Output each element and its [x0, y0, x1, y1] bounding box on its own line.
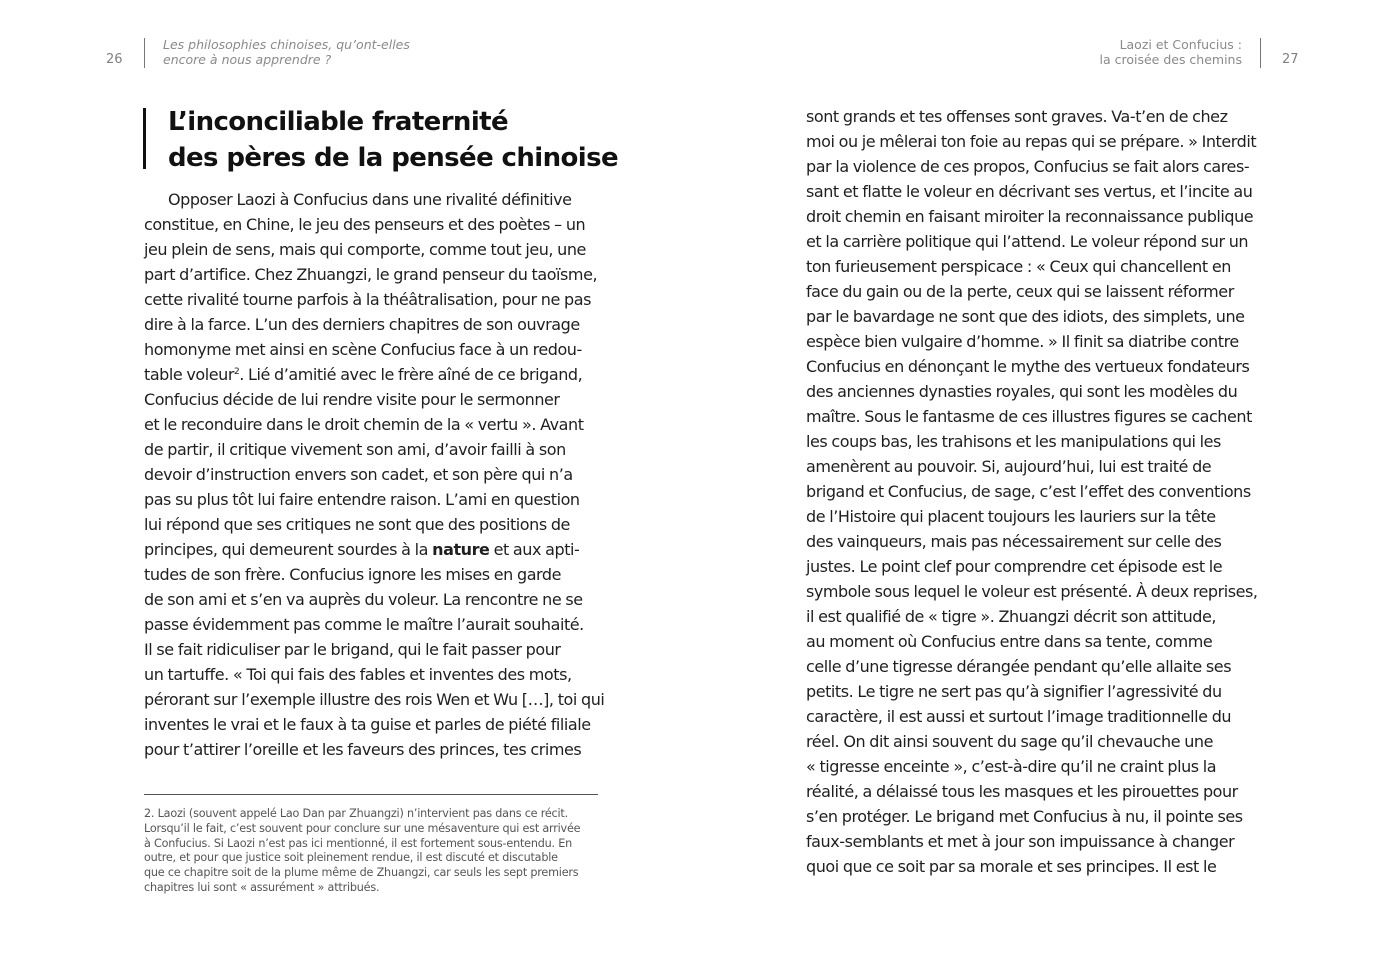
- text-line: des anciennes dynasties royales, qui sont les modèles du: [806, 382, 1238, 401]
- text-line: faux-semblants et met à jour son impuissance à changer: [806, 832, 1235, 851]
- running-head-right: [1099, 37, 1242, 67]
- footnote: [144, 807, 598, 896]
- text-segment: principes, qui demeurent sourdes à la: [144, 540, 433, 559]
- text-line: [144, 362, 598, 387]
- text-line: réel. On dit ainsi souvent du sage qu’il chevauche une: [806, 732, 1214, 751]
- text-line: part d’artifice. Chez Zhuangzi, le grand penseur du taoïsme,: [144, 265, 598, 284]
- page-number-right: 27: [1282, 52, 1299, 67]
- text-line: « tigresse enceinte », c’est-à-dire qu’il ne craint plus la: [806, 757, 1217, 776]
- text-line: lui répond que ses critiques ne sont que des positions de: [144, 515, 570, 534]
- section-title-line: L’inconciliable fraternité: [168, 107, 509, 137]
- running-head-line: Les philosophies chinoises, qu’ont-elles: [163, 37, 410, 52]
- text-line: de partir, il critique vivement son ami, d’avoir failli à son: [144, 440, 566, 459]
- text-line: inventes le vrai et le faux à ta guise et parles de piété filiale: [144, 715, 591, 734]
- running-head-line: encore à nous apprendre ?: [163, 52, 332, 67]
- text-line: devoir d’instruction envers son cadet, et son père qui n’a: [144, 465, 573, 484]
- text-line: il est qualifié de « tigre ». Zhuangzi décrit son attitude,: [806, 607, 1217, 626]
- text-line: et le reconduire dans le droit chemin de la « vertu ». Avant: [144, 415, 584, 434]
- text-line: tudes de son frère. Confucius ignore les mises en garde: [144, 565, 562, 584]
- text-line: droit chemin en faisant miroiter la reconnaissance publique: [806, 207, 1254, 226]
- text-line: des vainqueurs, mais pas nécessairement sur celle des: [806, 532, 1222, 551]
- right-page: [700, 0, 1400, 980]
- title-accent-bar: [143, 108, 146, 169]
- running-head-line: la croisée des chemins: [1099, 52, 1242, 67]
- footnote-line: 2. Laozi (souvent appelé Lao Dan par Zhuangzi) n’intervient pas dans ce récit.: [144, 807, 568, 820]
- text-line: un tartuffe. « Toi qui fais des fables et inventes des mots,: [144, 665, 572, 684]
- text-line: sont grands et tes offenses sont graves. Va-t’en de chez: [806, 107, 1228, 126]
- text-line: passe évidemment pas comme le maître l’aurait souhaité.: [144, 615, 584, 634]
- text-line: brigand et Confucius, de sage, c’est l’effet des conventions: [806, 482, 1251, 501]
- section-title-line: des pères de la pensée chinoise: [168, 143, 618, 173]
- text-line: celle d’une tigresse dérangée pendant qu’elle allaite ses: [806, 657, 1232, 676]
- text-line: cette rivalité tourne parfois à la théâtralisation, pour ne pas: [144, 290, 591, 309]
- text-line: les coups bas, les trahisons et les manipulations qui les: [806, 432, 1221, 451]
- text-line: jeu plein de sens, mais qui comporte, comme tout jeu, une: [144, 240, 586, 259]
- footnote-line: chapitres lui sont « assurément » attribués.: [144, 880, 380, 894]
- text-segment: et aux apti-: [489, 540, 580, 559]
- body-text-right: [806, 104, 1260, 879]
- text-line: caractère, il est aussi et surtout l’image traditionnelle du: [806, 707, 1232, 726]
- text-line: homonyme met ainsi en scène Confucius face à un redou-: [144, 340, 582, 359]
- text-line: de son ami et s’en va auprès du voleur. La rencontre ne se: [144, 590, 583, 609]
- text-line: par le bavardage ne sont que des idiots, des simplets, une: [806, 307, 1245, 326]
- section-title: [168, 104, 618, 176]
- text-line: au moment où Confucius entre dans sa tente, comme: [806, 632, 1213, 651]
- text-line: petits. Le tigre ne sert pas qu’à signifier l’agressivité du: [806, 682, 1222, 701]
- footnote-divider: [144, 794, 598, 795]
- text-line: maître. Sous le fantasme de ces illustres figures se cachent: [806, 407, 1252, 426]
- text-line: de l’Histoire qui placent toujours les lauriers sur la tête: [806, 507, 1216, 526]
- page-number-left: 26: [106, 52, 123, 67]
- text-line: Confucius en dénonçant le mythe des vertueux fondateurs: [806, 357, 1250, 376]
- footnote-line: à Confucius. Si Laozi n’est pas ici mentionné, il est fortement sous-entendu. En: [144, 836, 572, 850]
- text-line: par la violence de ces propos, Confucius se fait alors cares-: [806, 157, 1250, 176]
- text-segment: table voleur: [144, 365, 234, 384]
- text-line: ton furieusement perspicace : « Ceux qui chancellent en: [806, 257, 1231, 276]
- footnote-line: que ce chapitre soit de la plume même de Zhuangzi, car seuls les sept premiers: [144, 866, 579, 880]
- text-line: Opposer Laozi à Confucius dans une rivalité définitive: [168, 190, 572, 209]
- text-line: s’en protéger. Le brigand met Confucius à nu, il pointe ses: [806, 807, 1243, 826]
- footnote-line: Lorsqu’il le fait, c’est souvent pour conclure sur une mésaventure qui est arrivée: [144, 821, 581, 835]
- text-line: moi ou je mêlerai ton foie au repas qui se prépare. » Interdit: [806, 132, 1257, 151]
- text-line: amenèrent au pouvoir. Si, aujourd’hui, lui est traité de: [806, 457, 1212, 476]
- text-line: [144, 537, 598, 562]
- text-line: Il se fait ridiculiser par le brigand, qui le fait passer pour: [144, 640, 561, 659]
- header-divider-right: [1260, 38, 1261, 68]
- footnote-reference[interactable]: 2: [233, 367, 240, 377]
- text-line: pérorant sur l’exemple illustre des rois Wen et Wu […], toi qui: [144, 690, 605, 709]
- text-line: Confucius décide de lui rendre visite pour le sermonner: [144, 390, 560, 409]
- text-line: constitue, en Chine, le jeu des penseurs et des poètes – un: [144, 215, 586, 234]
- text-line: sant et flatte le voleur en décrivant ses vertus, et l’incite au: [806, 182, 1253, 201]
- running-head-left: [163, 37, 410, 67]
- text-line: quoi que ce soit par sa morale et ses principes. Il est le: [806, 857, 1217, 876]
- header-divider-left: [144, 38, 145, 68]
- footnote-line: outre, et pour que justice soit pleinement rendue, il est discuté et discutable: [144, 851, 558, 865]
- body-text-left: [144, 187, 605, 762]
- text-line: justes. Le point clef pour comprendre cet épisode est le: [806, 557, 1223, 576]
- text-line: face du gain ou de la perte, ceux qui se laissent réformer: [806, 282, 1234, 301]
- text-line: réalité, a délaissé tous les masques et les pirouettes pour: [806, 782, 1238, 801]
- text-line: et la carrière politique qui l’attend. Le voleur répond sur un: [806, 232, 1249, 251]
- text-line: espèce bien vulgaire d’homme. » Il finit sa diatribe contre: [806, 332, 1239, 351]
- text-line: pas su plus tôt lui faire entendre raison. L’ami en question: [144, 490, 580, 509]
- text-line: dire à la farce. L’un des derniers chapitres de son ouvrage: [144, 315, 580, 334]
- text-line: symbole sous lequel le voleur est présenté. À deux reprises,: [806, 582, 1258, 601]
- text-line: pour t’attirer l’oreille et les faveurs des princes, tes crimes: [144, 740, 582, 759]
- bold-term: nature: [432, 540, 490, 559]
- text-segment: . Lié d’amitié avec le frère aîné de ce brigand,: [239, 365, 583, 384]
- running-head-line: Laozi et Confucius :: [1119, 37, 1242, 52]
